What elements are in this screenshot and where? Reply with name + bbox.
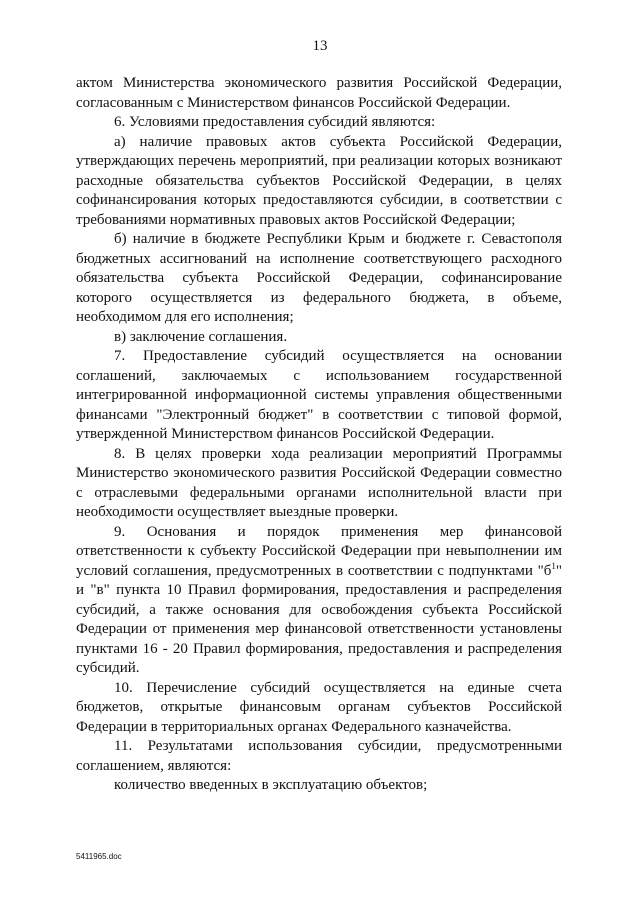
paragraph-6b: б) наличие в бюджете Республики Крым и бюджете г. Севастополя бюджетных ассигнований на исполнение соответствующего расходного обязательства субъекта Российской Федерации, софинансирование которого осуществляется из федерального бюджета, в объеме, необходимом для его исполнения; (76, 231, 562, 325)
paragraph-9-part-b: " и "в" пункта 10 Правил формирования, предоставления и распределения субсидий, а также основания для освобождения субъекта Российской Федерации от применения мер финансовой ответственности установлены пунктами 16 - 20 Правил формирования, предоставления и распределения субсидий. (76, 562, 562, 676)
paragraph-10: 10. Перечисление субсидий осуществляется на единые счета бюджетов, открытые финансовым органам субъектов Российской Федерации в территориальных органах Федерального казначейства. (76, 679, 562, 735)
paragraph-7: 7. Предоставление субсидий осуществляется на основании соглашений, заключаемых с использованием государственной интегрированной информационной системы управления общественными финансами "Электронный бюджет" в соответствии с типовой формой, утвержденной Министерством финансов Российской Федерации. (76, 348, 562, 442)
paragraph-11: 11. Результатами использования субсидии, предусмотренными соглашением, являются: (76, 738, 562, 774)
document-body (76, 74, 562, 796)
paragraph-9-superscript: 1 (551, 560, 556, 571)
paragraph-11-item: количество введенных в эксплуатацию объектов; (114, 777, 428, 793)
paragraph-6v: в) заключение соглашения. (114, 328, 288, 345)
paragraph-6a: а) наличие правовых актов субъекта Российской Федерации, утверждающих перечень мероприятий, при реализации которых возникают расходные обязательства субъектов Российской Федерации, в целях софинансирования которых предоставляются субсидии, в соответствии с требованиями нормативных правовых актов Российской Федерации; (76, 133, 562, 228)
paragraph-9-part-a: 9. Основания и порядок применения мер финансовой ответственности к субъекту Российской Федерации при невыполнении им условий соглашения, предусмотренных в соответствии с подпунктами "б (76, 523, 562, 579)
paragraph-8: 8. В целях проверки хода реализации мероприятий Программы Министерство экономического развития Российской Федерации совместно с отраслевыми федеральными органами исполнительной власти при необходимости осуществляет выездные проверки. (76, 445, 562, 520)
page-number: 13 (312, 38, 328, 54)
paragraph-intro-continuation: актом Министерства экономического развития Российской Федерации, согласованным с Министерством финансов Российской Федерации. (76, 75, 562, 111)
footer-filename: 5411965.doc (76, 852, 122, 861)
paragraph-9 (76, 523, 562, 679)
paragraph-6-conditions: 6. Условиями предоставления субсидий являются: (114, 114, 436, 130)
